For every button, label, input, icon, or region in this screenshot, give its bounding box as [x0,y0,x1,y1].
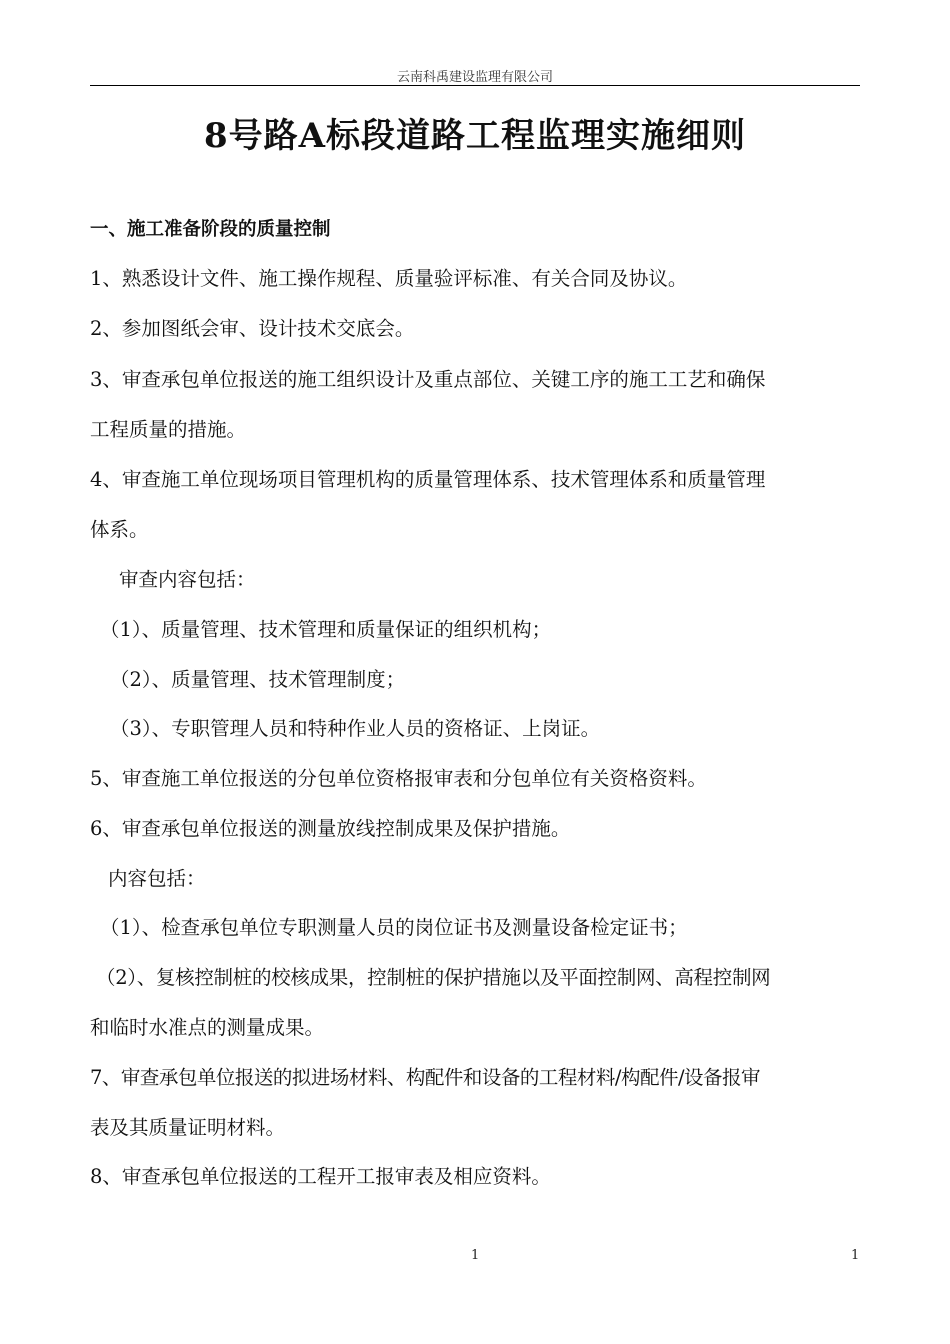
page-number-center: 1 [471,1248,480,1263]
header-divider [90,85,860,86]
list-item: （2）、质量管理、技术管理制度； [110,668,406,691]
paragraph-line: 审查内容包括： [119,568,256,591]
list-item: （1）、检查承包单位专职测量人员的岗位证书及测量设备检定证书； [100,916,688,939]
list-item: （3）、专职管理人员和特种作业人员的资格证、上岗证。 [110,717,601,740]
paragraph-line: 体系。 [90,518,149,541]
paragraph-line: 内容包括： [108,867,206,890]
section-heading: 一、施工准备阶段的质量控制 [90,219,331,240]
paragraph-line: 7、审查承包单位报送的拟进场材料、构配件和设备的工程材料/构配件/设备报审 [90,1066,761,1089]
paragraph-line: 5、审查施工单位报送的分包单位资格报审表和分包单位有关资格资料。 [90,767,707,790]
paragraph-line: 表及其质量证明材料。 [90,1116,286,1139]
paragraph-line: 4、审查施工单位现场项目管理机构的质量管理体系、技术管理体系和质量管理 [90,468,766,491]
page-header-company: 云南科禹建设监理有限公司 [396,70,553,85]
paragraph-line: 和临时水准点的测量成果。 [90,1016,325,1039]
paragraph-line: 3、审查承包单位报送的施工组织设计及重点部位、关键工序的施工工艺和确保 [90,368,766,391]
document-title: 8号路A标段道路工程监理实施细则 [203,116,747,156]
list-item: （1）、质量管理、技术管理和质量保证的组织机构； [100,618,552,641]
page-number-right: 1 [851,1248,860,1263]
paragraph-line: 1、熟悉设计文件、施工操作规程、质量验评标准、有关合同及协议。 [90,267,688,290]
list-item: （2）、复核控制桩的校核成果，控制桩的保护措施以及平面控制网、高程控制网 [96,966,771,989]
paragraph-line: 8、审查承包单位报送的工程开工报审表及相应资料。 [90,1165,551,1188]
paragraph-line: 2、参加图纸会审、设计技术交底会。 [90,317,415,340]
paragraph-line: 工程质量的措施。 [90,418,247,441]
paragraph-line: 6、审查承包单位报送的测量放线控制成果及保护措施。 [90,817,571,840]
